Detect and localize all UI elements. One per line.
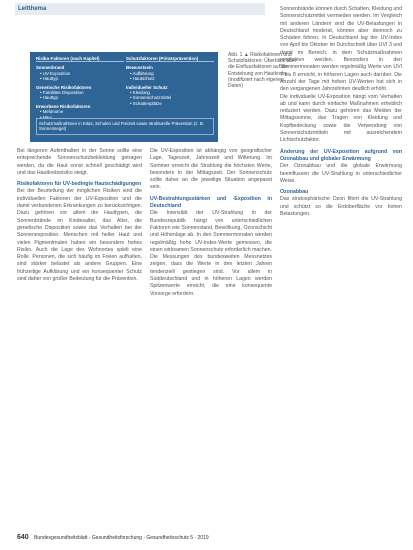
figure-left-heading: Risiko-Faktoren (nach Kapitel) (36, 56, 124, 62)
figure-list-item: • Familiäre Disposition (36, 90, 124, 95)
figure-group-title: Erworbene Risikofaktoren (36, 103, 91, 109)
figure-group-title: Bewusstsein (126, 65, 153, 71)
body-paragraph: Das stratosphärische Ozon filtert die UV-Strahlung und schützt so die Erdoberfläche vor hohen Belastungen. (280, 196, 402, 218)
body-paragraph: Die UV-Exposition ist abhängig von geografischer Lage, Tageszeit, Jahreszeit und Witterung. Im Sommer erreicht die Strahlung die höchsten Werte, besonders in der Mittagszeit. Der Sonnenschutz sollte daher an die jeweilige Situation angepasst sein. (150, 148, 272, 191)
figure-bottom-box: Schutzmaßnahmen in Kitas, Schulen und Freizeit sowie strukturelle Prävention (z. B. Sonnensegel) (36, 118, 214, 135)
body-paragraph: Die individuelle UV-Exposition hängt vom Verhalten ab und kann durch einfache Maßnahmen erheblich reduziert werden. Dazu gehören das Meiden der Mittagssonne, das Tragen von Kleidung und Kopfbedeckung sowie die Verwendung von Sonnenschutzmitteln mit ausreichendem Lichtschutzfaktor. (280, 93, 402, 144)
figure-list-item: • UV-Exposition (36, 71, 124, 76)
section-heading: UV-Bestrahlungsstärken und -Exposition in Deutschland (150, 195, 272, 210)
figure-group-title: Individueller Schutz (126, 84, 168, 90)
text-column-3 (280, 6, 402, 218)
body-paragraph: Sonnenbrände können durch Schatten, Kleidung und Sonnenschutzmittel vermieden werden. Im Vergleich mit anderen Ländern sind die UV-Belastungen in Deutschland moderat, können aber dennoch zu Schäden führen. In Deutschland lag der UV-Index von April bis Oktober im Durchschnitt über UVI 3 und damit im Bereich, in dem Schutzmaßnahmen empfohlen werden. Besonders in den Sommermonaten werden regelmäßig Werte von UVI 7 bis 8 erreicht, in höheren Lagen auch darüber. Die Anzahl der Tage mit hohen UV-Werten hat sich in den vergangenen Jahrzehnten deutlich erhöht. (280, 6, 403, 93)
figure-list-item: • Schattenplätze (126, 101, 214, 106)
figure-left-groups (36, 65, 124, 120)
figure-list-item: • Melanome (36, 109, 124, 114)
figure-list-item: • Hautschutz (126, 76, 214, 81)
section-heading: Änderung der UV-Exposition aufgrund von Ozonabbau und globaler Erwärmung (280, 148, 402, 162)
page-footer (17, 534, 209, 541)
text-column-1 (17, 148, 142, 283)
figure-list-item: • Sonnenschutzmittel (126, 95, 214, 100)
figure-right-column (126, 56, 214, 106)
figure-right-heading: Schutzfaktoren (Primärprävention) (126, 56, 214, 62)
text-column-2 (150, 148, 272, 298)
section-heading: Ozonabbau (280, 189, 309, 196)
figure-caption: Abb. 1 ▲ Risikofaktoren und Schutzfaktoren: Überblick über die Einflussfaktoren auf die Entstehung von Hautkrebs (modifiziert nach eigenen Daten) (228, 52, 297, 90)
figure-right-groups (126, 65, 214, 106)
figure-list-item: • Nävi (36, 115, 124, 120)
body-paragraph: Bei der Beurteilung der möglichen Risiken sind die individuellen Faktoren der UV-Exposition und die damit verbundenen Erkrankungen zu berücksichtigen. Dazu gehören vor allem die Hauttypen, die Sonnenbrände im Kindesalter, das Alter, die genetische Disposition sowie das Verhalten bei der Sonnenexposition. Menschen mit heller Haut und vielen Pigmentmalen haben ein besonders hohes Risiko. Auch die Lage des Wohnortes spielt eine Rolle. Personen, die sich häufig im Freien aufhalten, sind stärker belastet als andere Gruppen. Eine frühzeitige Aufklärung und ein konsequenter Schutz sind daher von großer Bedeutung für die Prävention. (17, 188, 142, 283)
journal-source: Bundesgesundheitsblatt - Gesundheitsforschung - Gesundheitsschutz 5 · 2019 (34, 535, 209, 541)
figure-list-item: • Hauttyp (36, 95, 124, 100)
body-paragraph: Die Intensität der UV-Strahlung in der Bundesrepublik hängt von unterschiedlichen Faktoren wie Sonnenstand, Bewölkung, Ozonschicht und Höhenlage ab. In den Sommermonaten werden regelmäßig hohe UV-Index-Werte gemessen, die einen wirksamen Sonnenschutz erforderlich machen. Die Messungen des bundesweiten Messnetzes zeigen, dass die Werte in den letzten Jahren tendenziell gestiegen sind. Vor allem in Süddeutschland und in höheren Lagen werden Spitzenwerte erreicht, die eine konsequente Vorsorge erfordern. (150, 210, 272, 297)
body-paragraph: Bei längeren Aufenthalten in der Sonne sollte eine entsprechende Sonnenschutzbekleidung getragen werden, da die Haut sonst schnell geschädigt wird und das Hautkrebsrisiko steigt. (17, 148, 142, 176)
figure-list-item: • Kleidung (126, 90, 214, 95)
section-heading: Risikofaktoren für UV-bedingte Hautschädigungen (17, 181, 142, 188)
figure-group-title: Sonnenbrand (36, 65, 65, 71)
figure-left-column (36, 56, 124, 120)
figure-box (30, 52, 218, 142)
section-tag: Leitthema (15, 3, 265, 15)
figure-list-item: • Hauttyp (36, 76, 124, 81)
figure-group-title: Genetische Risikofaktoren (36, 84, 92, 90)
page-number: 640 (17, 534, 29, 541)
figure-list-item: • Aufklärung (126, 71, 214, 76)
body-paragraph: Der Ozonabbau und die globale Erwärmung beeinflussen die UV-Strahlung in unterschiedlicher Weise. (280, 163, 402, 184)
